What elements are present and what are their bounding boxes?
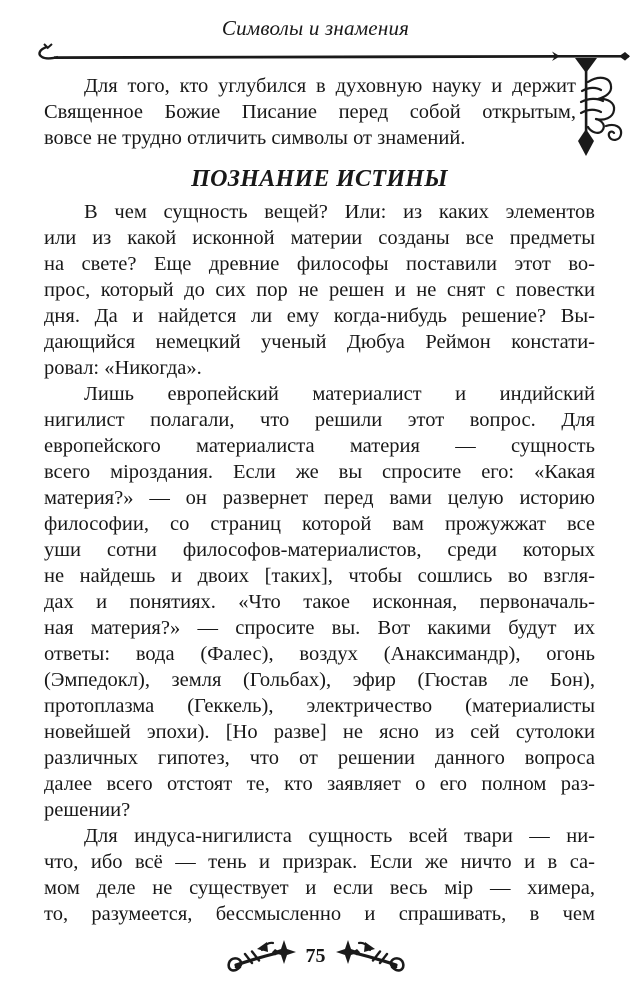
text-line: то, разумеется, бессмысленно и спрашивать, в чем [44,903,595,925]
footer-arrow-flourish-left-icon [226,936,298,976]
text-line: различных гипотез, что от решении данного вопроса [44,747,595,769]
text-line: всего мiроздания. Если же вы спросите его: «Какая [44,461,595,483]
text-line: Лишь европейский материалист и индийский [84,383,595,405]
text-line: материя?» — он развернет перед вами целую историю [44,487,595,509]
text-line: что, ибо всё — тень и призрак. Если же ничто и в са- [44,851,595,873]
text-line: далее всего отстоят те, кто заявляет о его полном раз- [44,773,595,795]
text-line: (Эмпедокл), земля (Гольбах), эфир (Гюстав ле Бон), [44,669,595,691]
text-line: не найдешь и двоих [таких], чтобы сошлись во взгля- [44,565,595,587]
paragraph [44,381,595,823]
text-line: ровал: «Никогда». [44,357,202,379]
page-body [44,73,595,927]
text-line: философии, со страниц которой вам прожужжат все [44,513,595,535]
header-rule-ornament [34,42,556,64]
text-line: ответы: вода (Фалес), воздух (Анаксимандр), огонь [44,643,595,665]
text-line: уши сотни философов-материалистов, среди которых [44,539,595,561]
text-line: дах и понятиях. «Что такое исконная, первоначаль- [44,591,595,613]
text-line: на свете? Еще древние философы поставили этот во- [44,253,595,275]
paragraph [44,73,576,151]
paragraph [44,199,595,381]
text-line: европейского материалиста материя — сущность [44,435,595,457]
text-line: новейшей эпохи). [Но разве] не ясно из сей сутолоки [44,721,595,743]
section-heading: ПОЗНАНИЕ ИСТИНЫ [191,166,448,192]
text-line: протоплазма (Геккель), электричество (материалисты [44,695,595,717]
paragraph [44,823,595,927]
text-line: Священное Божие Писание перед собой открытым, [44,101,576,123]
text-line: ная материя?» — спросите вы. Вот какими будут их [44,617,595,639]
text-line: прос, который до сих пор не решен и не снят с повестки [44,279,595,301]
text-line: Для того, кто углубился в духовную науку и держит [84,75,576,97]
page-footer [0,936,631,976]
text-line: дня. Да и найдется ли ему когда-нибудь решение? Вы- [44,305,595,327]
page-number: 75 [305,944,326,967]
text-line: мом деле не существует и если весь мiр — химера, [44,877,595,899]
text-line: нигилист полагали, что решили этот вопрос. Для [44,409,595,431]
text-line: решении? [44,799,131,821]
text-line: В чем сущность вещей? Или: из каких элементов [84,201,595,223]
text-line: Для индуса-нигилиста сущность всей твари — ни- [84,825,595,847]
running-title: Символы и знамения [221,16,410,40]
text-line: или из какой исконной материи созданы все предметы [44,227,595,249]
text-line: вовсе не трудно отличить символы от знамений. [44,127,466,149]
footer-arrow-flourish-right-icon [334,936,406,976]
text-line: дающийся немецкий ученый Дюбуа Реймон констати- [44,331,595,353]
